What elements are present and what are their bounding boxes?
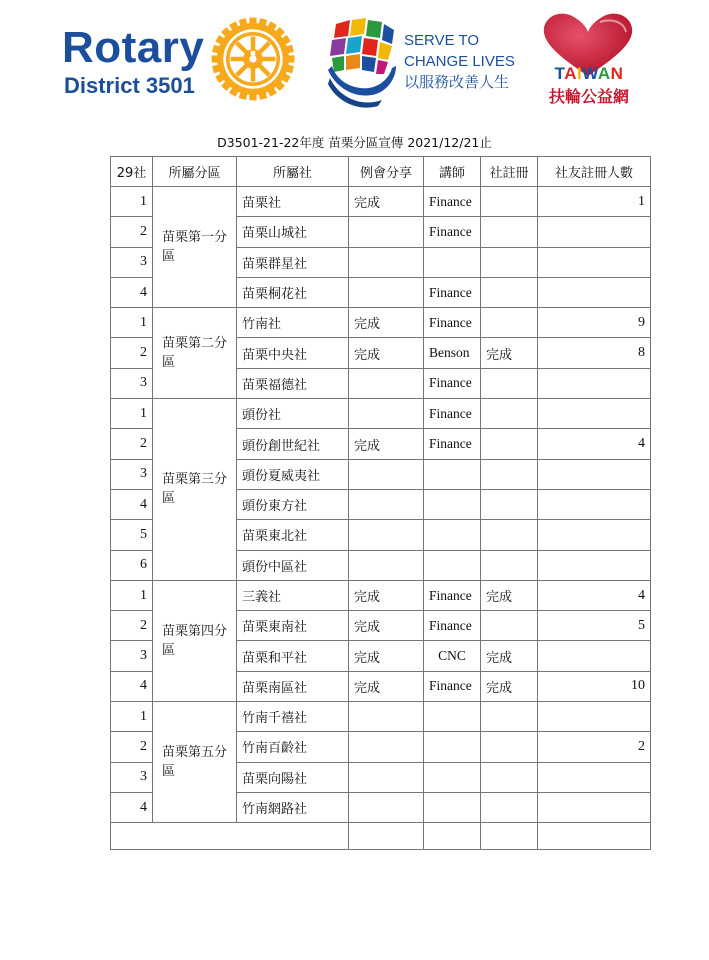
header-subdistrict: 所屬分區 bbox=[153, 157, 237, 187]
club-registration-status bbox=[481, 702, 538, 732]
club-registration-status bbox=[481, 217, 538, 247]
row-number: 6 bbox=[111, 550, 153, 580]
header-meeting-share: 例會分享 bbox=[349, 157, 424, 187]
member-registration-count bbox=[538, 762, 651, 792]
club-registration-status: 完成 bbox=[481, 641, 538, 671]
meeting-share-status bbox=[349, 550, 424, 580]
lecturer-name bbox=[424, 792, 481, 822]
club-registration-status bbox=[481, 277, 538, 307]
meeting-share-status bbox=[349, 702, 424, 732]
table-header-row bbox=[111, 157, 651, 187]
club-name: 苗栗群星社 bbox=[237, 247, 349, 277]
row-number: 1 bbox=[111, 702, 153, 732]
club-name: 頭份夏威夷社 bbox=[237, 459, 349, 489]
club-name: 苗栗中央社 bbox=[237, 338, 349, 368]
subdistrict-name: 苗栗第三分區 bbox=[162, 472, 228, 507]
member-registration-count: 5 bbox=[538, 611, 651, 641]
taiwan-letter: A bbox=[564, 64, 577, 83]
meeting-share-status bbox=[349, 792, 424, 822]
table-row bbox=[111, 399, 651, 429]
serve-mosaic-icon bbox=[326, 18, 398, 110]
member-registration-count bbox=[538, 368, 651, 398]
member-registration-count bbox=[538, 217, 651, 247]
club-registration-status bbox=[481, 792, 538, 822]
meeting-share-status: 完成 bbox=[349, 187, 424, 217]
club-registration-status bbox=[481, 368, 538, 398]
lecturer-name bbox=[424, 459, 481, 489]
empty-cell bbox=[349, 823, 424, 850]
document-title: D3501-21-22年度 苗栗分區宣傳 2021/12/21止 bbox=[217, 135, 492, 150]
subdistrict-cell bbox=[153, 702, 237, 823]
club-name: 頭份中區社 bbox=[237, 550, 349, 580]
row-number: 3 bbox=[111, 762, 153, 792]
member-registration-count bbox=[538, 702, 651, 732]
subdistrict-cell bbox=[153, 580, 237, 701]
row-number: 4 bbox=[111, 671, 153, 701]
lecturer-name: Benson bbox=[424, 338, 481, 368]
meeting-share-status: 完成 bbox=[349, 580, 424, 610]
club-registration-status bbox=[481, 308, 538, 338]
lecturer-name: Finance bbox=[424, 399, 481, 429]
club-registration-status: 完成 bbox=[481, 338, 538, 368]
subdistrict-cell bbox=[153, 399, 237, 581]
rotary-wheel-icon bbox=[208, 14, 298, 104]
lecturer-name: Finance bbox=[424, 277, 481, 307]
meeting-share-status bbox=[349, 277, 424, 307]
lecturer-name: Finance bbox=[424, 611, 481, 641]
row-number: 5 bbox=[111, 520, 153, 550]
lecturer-name bbox=[424, 489, 481, 519]
serve-line-2: CHANGE LIVES bbox=[404, 53, 515, 70]
row-number: 2 bbox=[111, 429, 153, 459]
lecturer-name bbox=[424, 520, 481, 550]
club-name: 苗栗桐花社 bbox=[237, 277, 349, 307]
subdistrict-name: 苗栗第五分區 bbox=[162, 745, 228, 780]
club-status-table bbox=[110, 156, 651, 850]
member-registration-count: 1 bbox=[538, 187, 651, 217]
subdistrict-cell bbox=[153, 308, 237, 399]
club-name: 苗栗社 bbox=[237, 187, 349, 217]
club-registration-status bbox=[481, 762, 538, 792]
club-registration-status bbox=[481, 459, 538, 489]
rotary-wordmark: Rotary bbox=[62, 23, 205, 72]
taiwan-letter: I bbox=[577, 64, 583, 83]
lecturer-name: Finance bbox=[424, 429, 481, 459]
club-name: 竹南社 bbox=[237, 308, 349, 338]
district-label: District 3501 bbox=[64, 73, 195, 98]
lecturer-name bbox=[424, 732, 481, 762]
empty-cell bbox=[424, 823, 481, 850]
meeting-share-status: 完成 bbox=[349, 641, 424, 671]
club-registration-status: 完成 bbox=[481, 671, 538, 701]
club-name: 苗栗福德社 bbox=[237, 368, 349, 398]
header-member-registration-count: 社友註冊人數 bbox=[538, 157, 651, 187]
row-number: 2 bbox=[111, 732, 153, 762]
member-registration-count bbox=[538, 520, 651, 550]
meeting-share-status bbox=[349, 459, 424, 489]
subdistrict-name: 苗栗第四分區 bbox=[162, 623, 228, 658]
meeting-share-status bbox=[349, 217, 424, 247]
taiwan-letter: T bbox=[554, 64, 565, 83]
lecturer-name bbox=[424, 702, 481, 732]
club-registration-status bbox=[481, 429, 538, 459]
club-registration-status bbox=[481, 489, 538, 519]
meeting-share-status: 完成 bbox=[349, 671, 424, 701]
header-club-registration: 社註冊 bbox=[481, 157, 538, 187]
club-name: 苗栗山城社 bbox=[237, 217, 349, 247]
empty-cell bbox=[111, 823, 349, 850]
serve-line-3: 以服務改善人生 bbox=[404, 74, 510, 91]
rotary-district-logo bbox=[62, 22, 302, 102]
member-registration-count bbox=[538, 792, 651, 822]
serve-line-1: SERVE TO bbox=[404, 32, 480, 49]
club-registration-status: 完成 bbox=[481, 580, 538, 610]
subdistrict-name: 苗栗第一分區 bbox=[162, 230, 228, 265]
meeting-share-status: 完成 bbox=[349, 429, 424, 459]
club-name: 竹南網路社 bbox=[237, 792, 349, 822]
club-registration-status bbox=[481, 399, 538, 429]
meeting-share-status bbox=[349, 368, 424, 398]
club-registration-status bbox=[481, 611, 538, 641]
taiwan-rotary-charity-logo bbox=[538, 12, 642, 108]
member-registration-count: 4 bbox=[538, 429, 651, 459]
taiwan-letter: A bbox=[597, 64, 611, 83]
subdistrict-cell bbox=[153, 187, 237, 308]
club-registration-status bbox=[481, 520, 538, 550]
lecturer-name: Finance bbox=[424, 671, 481, 701]
club-name: 竹南千禧社 bbox=[237, 702, 349, 732]
club-registration-status bbox=[481, 247, 538, 277]
member-registration-count bbox=[538, 641, 651, 671]
row-number: 1 bbox=[111, 187, 153, 217]
row-number: 2 bbox=[111, 338, 153, 368]
lecturer-name: Finance bbox=[424, 217, 481, 247]
club-name: 頭份創世紀社 bbox=[237, 429, 349, 459]
row-number: 3 bbox=[111, 368, 153, 398]
member-registration-count: 10 bbox=[538, 671, 651, 701]
member-registration-count: 9 bbox=[538, 308, 651, 338]
serve-slogan bbox=[404, 30, 515, 93]
meeting-share-status: 完成 bbox=[349, 338, 424, 368]
member-registration-count: 2 bbox=[538, 732, 651, 762]
empty-cell bbox=[481, 823, 538, 850]
table-row bbox=[111, 308, 651, 338]
serve-to-change-lives-logo bbox=[326, 18, 515, 114]
club-name: 苗栗南區社 bbox=[237, 671, 349, 701]
club-name: 苗栗向陽社 bbox=[237, 762, 349, 792]
meeting-share-status bbox=[349, 762, 424, 792]
member-registration-count: 4 bbox=[538, 580, 651, 610]
club-registration-status bbox=[481, 732, 538, 762]
club-registration-status bbox=[481, 187, 538, 217]
row-number: 1 bbox=[111, 308, 153, 338]
member-registration-count: 8 bbox=[538, 338, 651, 368]
member-registration-count bbox=[538, 399, 651, 429]
meeting-share-status: 完成 bbox=[349, 611, 424, 641]
row-number: 1 bbox=[111, 580, 153, 610]
taiwan-letter: W bbox=[582, 64, 598, 83]
header-count: 29社 bbox=[111, 157, 153, 187]
row-number: 3 bbox=[111, 641, 153, 671]
club-name: 苗栗和平社 bbox=[237, 641, 349, 671]
meeting-share-status bbox=[349, 247, 424, 277]
club-name: 頭份社 bbox=[237, 399, 349, 429]
row-number: 4 bbox=[111, 489, 153, 519]
row-number: 2 bbox=[111, 611, 153, 641]
lecturer-name bbox=[424, 762, 481, 792]
meeting-share-status bbox=[349, 520, 424, 550]
lecturer-name bbox=[424, 550, 481, 580]
taiwan-letter: N bbox=[610, 64, 624, 83]
table-row bbox=[111, 702, 651, 732]
row-number: 3 bbox=[111, 247, 153, 277]
member-registration-count bbox=[538, 459, 651, 489]
meeting-share-status bbox=[349, 399, 424, 429]
club-name: 苗栗東南社 bbox=[237, 611, 349, 641]
member-registration-count bbox=[538, 277, 651, 307]
taiwan-subtitle: 扶輪公益網 bbox=[548, 87, 629, 106]
club-name: 三義社 bbox=[237, 580, 349, 610]
club-name: 竹南百齡社 bbox=[237, 732, 349, 762]
meeting-share-status: 完成 bbox=[349, 308, 424, 338]
table-row bbox=[111, 580, 651, 610]
header-club: 所屬社 bbox=[237, 157, 349, 187]
member-registration-count bbox=[538, 550, 651, 580]
header-lecturer: 講師 bbox=[424, 157, 481, 187]
taiwan-wordmark bbox=[538, 64, 640, 84]
empty-row bbox=[111, 823, 651, 850]
subdistrict-name: 苗栗第二分區 bbox=[162, 336, 228, 371]
lecturer-name: Finance bbox=[424, 187, 481, 217]
row-number: 4 bbox=[111, 277, 153, 307]
meeting-share-status bbox=[349, 732, 424, 762]
lecturer-name bbox=[424, 247, 481, 277]
row-number: 3 bbox=[111, 459, 153, 489]
table-body bbox=[111, 187, 651, 850]
meeting-share-status bbox=[349, 489, 424, 519]
lecturer-name: Finance bbox=[424, 580, 481, 610]
empty-cell bbox=[538, 823, 651, 850]
club-name: 苗栗東北社 bbox=[237, 520, 349, 550]
table-row bbox=[111, 187, 651, 217]
row-number: 4 bbox=[111, 792, 153, 822]
row-number: 2 bbox=[111, 217, 153, 247]
member-registration-count bbox=[538, 489, 651, 519]
lecturer-name: Finance bbox=[424, 308, 481, 338]
member-registration-count bbox=[538, 247, 651, 277]
lecturer-name: CNC bbox=[424, 641, 481, 671]
club-name: 頭份東方社 bbox=[237, 489, 349, 519]
row-number: 1 bbox=[111, 399, 153, 429]
club-registration-status bbox=[481, 550, 538, 580]
lecturer-name: Finance bbox=[424, 368, 481, 398]
